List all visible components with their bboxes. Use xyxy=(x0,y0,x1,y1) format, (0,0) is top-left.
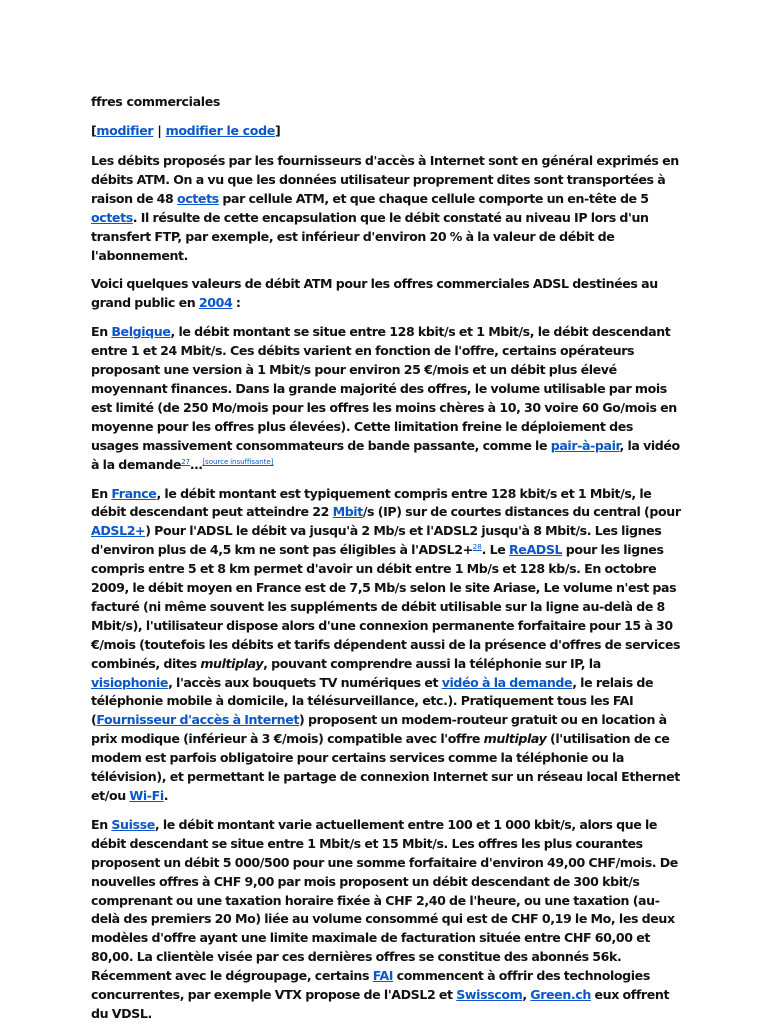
link-visiophonie[interactable]: visiophonie xyxy=(91,674,169,690)
text: Voici quelques valeurs de débit ATM pour les offres commerciales ADSL destinées au grand public en xyxy=(91,276,658,311)
text: ) Pour l'ADSL le débit va jusqu'à 2 Mb/s et l'ADSL2 jusqu'à 8 Mbit/s. Les lignes d'environ plus de 4,5 km ne sont pas éligibles à l'ADSL2+ xyxy=(91,523,662,558)
link-fai[interactable]: FAI xyxy=(372,968,394,984)
emphasis-multiplay: multiplay xyxy=(483,731,547,747)
reference-link-27[interactable]: 27 xyxy=(181,457,191,466)
source-insuffisante-link[interactable]: [source insuffisante] xyxy=(202,457,274,466)
text: , l'accès aux bouquets TV numériques et xyxy=(168,674,442,690)
link-octets[interactable]: octets xyxy=(176,190,219,206)
text: En xyxy=(91,324,112,340)
text: Les débits proposés par les fournisseurs d'accès à Internet sont en général exprimés en débits ATM. On a vu que les données utilisateur proprement dites sont transportées à raison de 48 xyxy=(91,153,679,206)
text: : xyxy=(232,295,241,311)
link-octets[interactable]: octets xyxy=(91,209,133,225)
link-pair-a-pair[interactable]: pair-à-pair xyxy=(550,437,620,453)
text: . Il résulte de cette encapsulation que le débit constaté au niveau IP lors d'un transfert FTP, par exemple, est inférieur d'environ 20 % à la valeur de débit de l'abonnement. xyxy=(91,209,649,263)
link-readsl[interactable]: ReADSL xyxy=(509,542,563,558)
text: , le débit montant se situe entre 128 kbit/s et 1 Mbit/s, le débit descendant entre 1 et 24 Mbit/s. Ces débits varient en fonction de l'offre, certains opérateurs proposant une version à 1 Mbit/s pour environ 25 €/mois et un débit plus élevé moyennant finances. Dans la grande majorité des offres, le volume utilisable par mois est limité (de 250 Mo/mois pour les offres les moins chères à 10, 30 voire 60 Go/mois en moyenne pour les offres plus élevées). Cette limitation freine le déploiement des usages massivement consommateurs de bande passante, comme le xyxy=(91,324,677,453)
link-mbit[interactable]: Mbit xyxy=(332,504,363,520)
text: . xyxy=(163,788,169,803)
bracket-close: ] xyxy=(274,123,281,138)
text: En xyxy=(91,485,112,501)
text: ) proposent un modem-routeur gratuit ou en location à prix modique (inférieur à 3 €/mois) compatible avec l'offre xyxy=(91,712,667,747)
source-note xyxy=(202,458,273,466)
text: En xyxy=(91,816,112,832)
link-green-ch[interactable]: Green.ch xyxy=(530,987,591,1003)
text: , xyxy=(522,987,531,1003)
text: . Le xyxy=(481,542,509,558)
reference-link-28[interactable]: 28 xyxy=(472,543,482,552)
edit-source-link[interactable]: modifier le code xyxy=(165,123,275,138)
edit-separator: | xyxy=(153,123,166,138)
paragraph-intro-2004 xyxy=(91,275,681,313)
link-suisse[interactable]: Suisse xyxy=(111,816,155,832)
text: , pouvant comprendre aussi la téléphonie sur IP, la xyxy=(263,655,601,671)
link-swisscom[interactable]: Swisscom xyxy=(456,987,523,1003)
reference-28 xyxy=(473,543,482,551)
text: , le relais de téléphonie mobile à domicile, la télésurveillance, etc.). Pratiquement tous les FAI ( xyxy=(91,674,654,728)
text: pour les lignes compris entre 5 et 8 km permet d'avoir un débit entre 1 Mb/s et 128 kb/s. En octobre 2009, le débit moyen en France est de 7,5 Mb/s selon le site Ariase, Le volume n'est pas facturé (ni même souvent les suppléments de débit utilisable sur la ligne au-delà de 8 Mbit/s), l'utilisateur dispose alors d'une connexion permanente forfaitaire pour 15 à 30 €/mois (toutefois les débits et tarifs dépendent aussi de la présence d'offres de services combinés, dites xyxy=(91,542,681,671)
link-video-a-la-demande[interactable]: vidéo à la demande xyxy=(441,674,573,690)
text: (l'utilisation de ce modem est parfois obligatoire pour certains services comme la téléphonie ou la télévision), et permettant le partage de connexion Internet sur un réseau local Ethernet et/ou xyxy=(91,731,680,803)
text: eux offrent du VDSL. xyxy=(91,987,670,1021)
paragraph-belgique xyxy=(91,323,681,474)
text: , le débit montant varie actuellement entre 100 et 1 000 kbit/s, alors que le débit descendant se situe entre 1 Mbit/s et 15 Mbit/s. Les offres les plus courantes proposent un débit 5 000/500 pour une somme forfaitaire d'environ 49,00 CHF/mois. De nouvelles offres à CHF 9,00 par mois proposent un débit descendant de 300 kbit/s comprenant ou une taxation horaire fixée à CHF 2,40 de l'heure, ou une taxation (au-delà des premiers 20 Mo) liée au volume consommé qui est de CHF 0,19 le Mo, les deux modèles d'offre ayant une limite maximale de facturation située entre CHF 60,00 et 80,00. La clientèle visée par ces dernières offres se constitue des abonnés 56k. Récemment avec le dégroupage, certains xyxy=(91,816,678,984)
paragraph-atm-rates xyxy=(91,152,681,265)
link-fournisseur-acces[interactable]: Fournisseur d'accès à Internet xyxy=(96,712,300,728)
link-belgique[interactable]: Belgique xyxy=(111,324,171,340)
link-france[interactable]: France xyxy=(111,485,157,501)
text: commencent à offrir des technologies concurrentes, par exemple VTX propose de l'ADSL2 et xyxy=(91,968,650,1003)
text: … xyxy=(190,456,203,472)
text: /s (IP) sur de courtes distances du central (pour xyxy=(362,504,681,520)
link-2004[interactable]: 2004 xyxy=(198,295,233,311)
paragraph-suisse xyxy=(91,816,681,1024)
link-wifi[interactable]: Wi-Fi xyxy=(129,788,164,803)
text: par cellule ATM, et que chaque cellule comporte un en-tête de 5 xyxy=(218,190,649,206)
article-content xyxy=(91,94,681,1034)
edit-links xyxy=(91,123,681,139)
text: , la vidéo à la demande xyxy=(91,437,680,472)
link-adsl2plus[interactable]: ADSL2+ xyxy=(91,523,146,539)
edit-link[interactable]: modifier xyxy=(96,123,154,138)
bracket-open: [ xyxy=(91,123,97,138)
text: , le débit montant est typiquement compris entre 128 kbit/s et 1 Mbit/s, le débit descendant peut atteindre 22 xyxy=(91,485,652,520)
emphasis-multiplay: multiplay xyxy=(200,655,264,671)
reference-27 xyxy=(181,458,190,466)
section-heading: ffres commerciales xyxy=(91,94,221,109)
paragraph-france xyxy=(91,485,681,806)
